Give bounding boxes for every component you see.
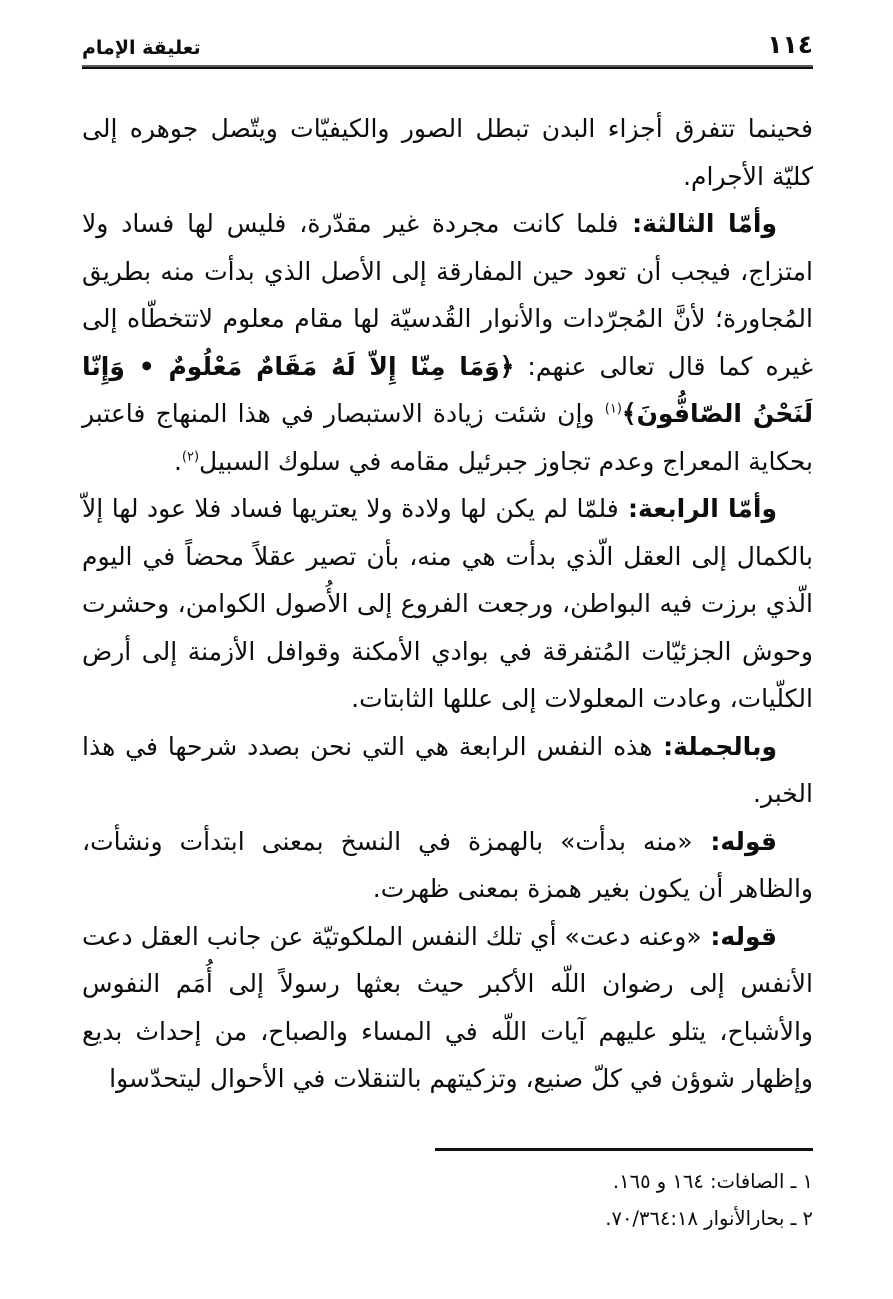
page-number: ١١٤ bbox=[767, 30, 813, 59]
paragraph-lead: وأمّا الثالثة: bbox=[618, 209, 777, 238]
footnote-separator bbox=[435, 1148, 813, 1151]
quran-verse: ﴿وَمَا مِنّا إِلاّ لَهُ مَقَامٌ مَعْلُومٌ • وَإِنّا لَنَحْنُ الصّافُّونَ﴾ bbox=[82, 351, 813, 428]
footnote-item: ١ ـ الصافات: ١٦٤ و ١٦٥. bbox=[612, 1170, 813, 1193]
paragraph bbox=[82, 105, 813, 200]
paragraph-lead: وبالجملة: bbox=[652, 731, 777, 761]
text-segment: وإن شئت زيادة الاستبصار في هذا المنهاج فاعتبر بحكاية المعراج وعدم تجاوز جبرئيل مقامه في سلوك السبيل bbox=[82, 399, 813, 476]
paragraph bbox=[82, 723, 813, 818]
text-segment: فلما كانت مجردة غير مقدّرة، فليس لها فساد ولا امتزاج، فيجب أن تعود حين المفارقة إلى الأصل الذي بدأت منه بطريق المُجاورة؛ لأنَّ المُجرّدات والأنوار القُدسيّة لها مقام معلوم لاتتخطّاه إلى غيره كما قال تعالى عنهم: bbox=[82, 209, 813, 381]
paragraph bbox=[82, 818, 813, 913]
header-rule bbox=[82, 65, 813, 69]
footnote-marker: (٢) bbox=[181, 449, 200, 465]
paragraph bbox=[82, 485, 813, 723]
footnotes-list bbox=[82, 1163, 813, 1237]
book-title: تعليقة الإمام bbox=[82, 37, 201, 59]
footnote-item: ٢ ـ بحارالأنوار ٧٠/٣٦٤:١٨. bbox=[605, 1207, 813, 1230]
text-segment: «منه بدأت» بالهمزة في النسخ بمعنى ابتدأت ونشأت، والظاهر أن يكون بغير همزة بمعنى ظهرت. bbox=[82, 826, 813, 903]
paragraph-lead: وأمّا الرابعة: bbox=[618, 494, 777, 523]
paragraph bbox=[82, 200, 813, 485]
page-header bbox=[82, 30, 813, 59]
body-text bbox=[82, 105, 813, 1103]
text-segment: فحينما تتفرق أجزاء البدن تبطل الصور والكيفيّات ويتّصل جوهره إلى كليّة الأجرام. bbox=[82, 114, 813, 191]
paragraph bbox=[82, 913, 813, 1103]
text-segment: . bbox=[173, 446, 182, 476]
footnote-marker: (١) bbox=[604, 401, 622, 417]
text-segment: فلمّا لم يكن لها ولادة ولا يعتريها فساد فلا عود لها إلاّ بالكمال إلى العقل الّذي بدأت هي منه، بأن تصير عقلاً محضاً في اليوم الّذي برزت فيه البواطن، ورجعت الفروع إلى الأُصول الكوامن، وحشرت وحوش الجزئيّات المُتفرقة في بوادي الأمكنة وقوافل الأزمنة إلى أرض الكلّيات، وعادت المعلولات إلى عللها الثابتات. bbox=[82, 494, 813, 713]
text-segment: «وعنه دعت» أي تلك النفس الملكوتيّة عن جانب العقل دعت الأنفس إلى رضوان اللّه الأكبر حيث بعثها رسولاً إلى أُمَم النفوس والأشباح، يتلو عليهم آيات اللّه في المساء والصباح، من إحداث بديع وإظهار شوؤن في كلّ صنيع، وتزكيتهم بالتنقلات في الأحوال ليتحدّسوا bbox=[82, 921, 813, 1093]
text-segment: هذه النفس الرابعة هي التي نحن بصدد شرحها في هذا الخبر. bbox=[82, 731, 813, 808]
paragraph-lead: قوله: bbox=[701, 921, 778, 951]
footnotes bbox=[82, 1146, 813, 1237]
paragraph-lead: قوله: bbox=[692, 826, 777, 856]
